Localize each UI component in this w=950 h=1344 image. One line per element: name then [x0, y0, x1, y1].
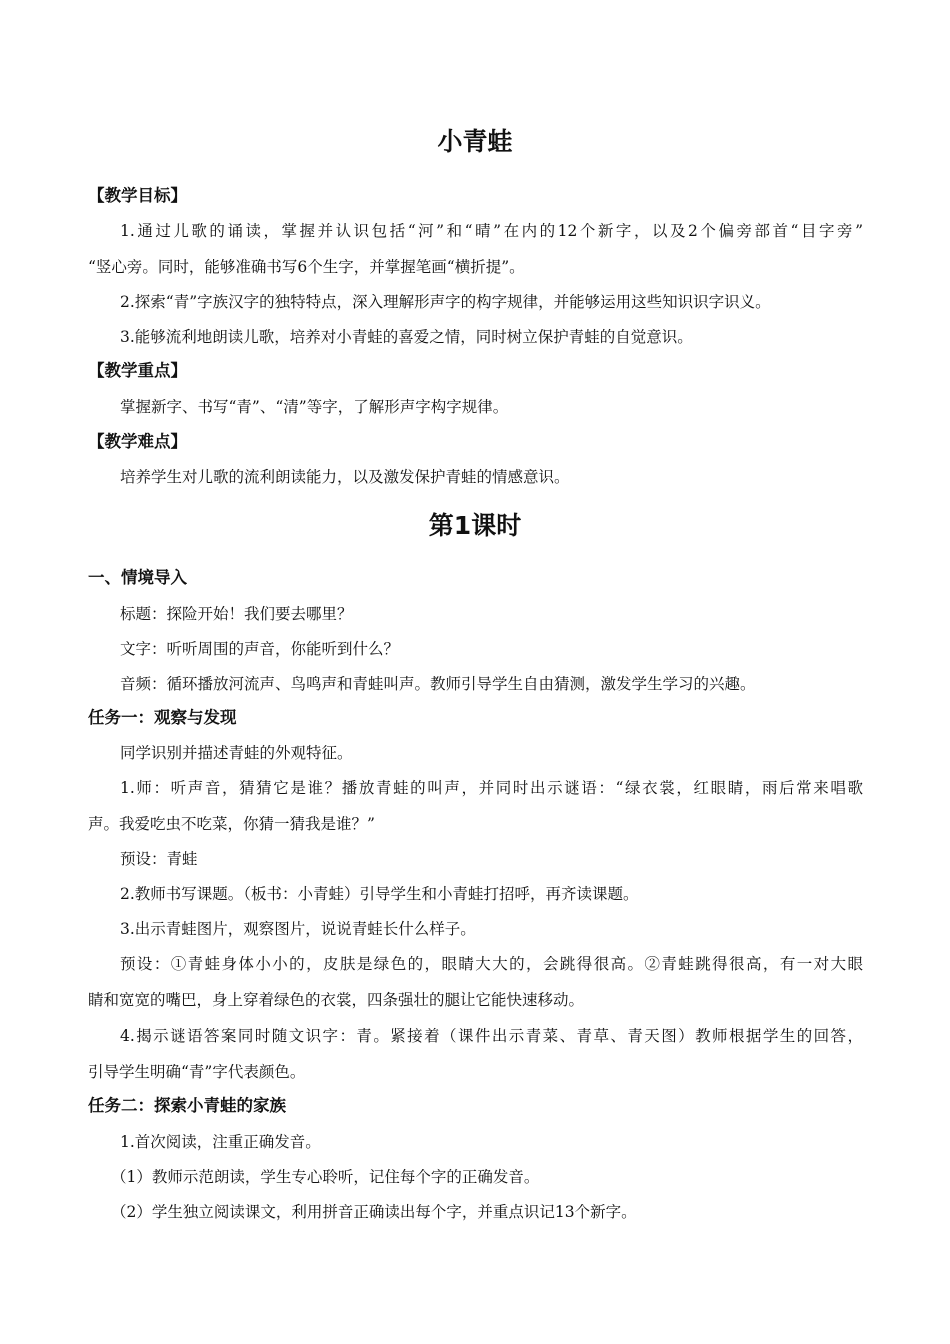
task-2-item-1: 1.首次阅读，注重正确发音。 [120, 1133, 321, 1151]
objective-1-line-2: “竖心旁。同时，能够准确书写6个生字，并掌握笔画“横折提”。 [88, 258, 525, 276]
task-1-item-1-line-1: 1.师：听声音，猜猜它是谁？播放青蛙的叫声，并同时出示谜语：“绿衣裳，红眼睛，雨后常来唱歌 [120, 779, 863, 797]
objective-1-line-1: 1.通过儿歌的诵读，掌握并认识包括“河”和“晴”在内的12个新字，以及2个偏旁部首“目字旁” [120, 222, 863, 240]
task-2-sub-item-1: （1）教师示范朗读，学生专心聆听，记住每个字的正确发音。 [111, 1168, 540, 1186]
task-1-item-3: 3.出示青蛙图片，观察图片，说说青蛙长什么样子。 [120, 920, 476, 938]
task-2-sub-item-2: （2）学生独立阅读课文，利用拼音正确读出每个字，并重点识记13个新字。 [111, 1203, 637, 1221]
lesson-title: 第1课时 [428, 511, 522, 540]
section-1-heading: 一、情境导入 [88, 568, 187, 587]
task-1-preset-2-line-1: 预设：①青蛙身体小小的，皮肤是绿色的，眼睛大大的，会跳得很高。②青蛙跳得很高，有一对大眼 [120, 955, 863, 973]
task-1-heading: 任务一：观察与发现 [88, 708, 237, 727]
key-points-heading: 【教学重点】 [88, 361, 187, 380]
section-1-line-3: 音频：循环播放河流声、鸟鸣声和青蛙叫声。教师引导学生自由猜测，激发学生学习的兴趣。 [120, 675, 756, 693]
task-1-preset-2-line-2: 睛和宽宽的嘴巴，身上穿着绿色的衣裳，四条强壮的腿让它能快速移动。 [88, 991, 585, 1009]
difficulties-heading: 【教学难点】 [88, 432, 187, 451]
task-1-intro: 同学识别并描述青蛙的外观特征。 [120, 744, 353, 762]
objective-3: 3.能够流利地朗读儿歌，培养对小青蛙的喜爱之情，同时树立保护青蛙的自觉意识。 [120, 328, 693, 346]
objectives-heading: 【教学目标】 [88, 186, 187, 205]
objective-2: 2.探索“青”字族汉字的独特特点，深入理解形声字的构字规律，并能够运用这些知识识字识义。 [120, 293, 771, 311]
task-1-item-4-line-2: 引导学生明确“青”字代表颜色。 [88, 1063, 306, 1081]
task-1-preset-1: 预设：青蛙 [120, 850, 198, 868]
section-1-line-1: 标题：探险开始！我们要去哪里？ [120, 605, 353, 623]
task-1-item-4-line-1: 4.揭示谜语答案同时随文识字：青。紧接着（课件出示青菜、青草、青天图）教师根据学生的回答， [120, 1027, 863, 1045]
difficulties-text: 培养学生对儿歌的流利朗读能力，以及激发保护青蛙的情感意识。 [120, 468, 570, 486]
task-2-heading: 任务二：探索小青蛙的家族 [88, 1096, 286, 1115]
task-1-item-1-line-2: 声。我爱吃虫不吃菜，你猜一猜我是谁？” [88, 815, 375, 833]
document-title: 小青蛙 [437, 127, 513, 156]
key-points-text: 掌握新字、书写“青”、“清”等字，了解形声字构字规律。 [120, 398, 509, 416]
section-1-line-2: 文字：听听周围的声音，你能听到什么？ [120, 640, 400, 658]
task-1-item-2: 2.教师书写课题。（板书：小青蛙）引导学生和小青蛙打招呼，再齐读课题。 [120, 885, 639, 903]
